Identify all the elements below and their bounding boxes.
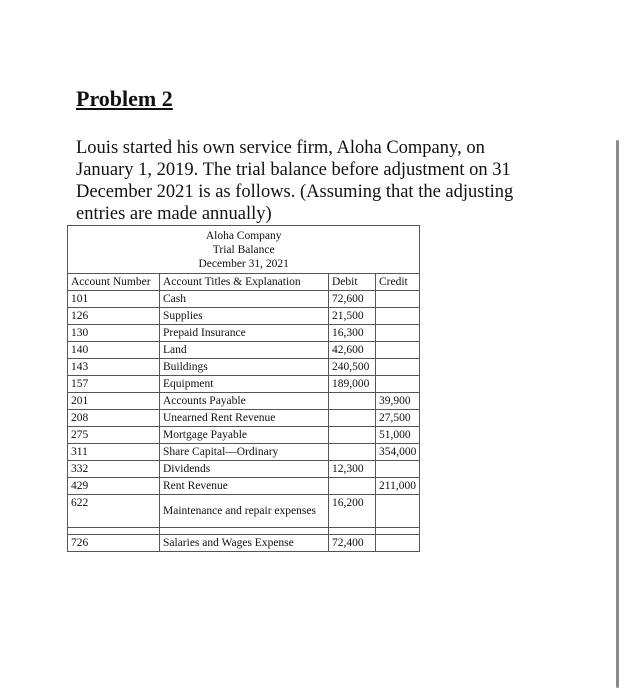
account-title-cell: Prepaid Insurance	[160, 325, 329, 342]
debit-cell	[329, 444, 376, 461]
table-row	[68, 393, 420, 410]
debit-cell: 21,500	[329, 308, 376, 325]
table-row	[68, 478, 420, 495]
credit-cell: 354,000	[376, 444, 420, 461]
debit-cell: 72,600	[329, 291, 376, 308]
account-title-cell: Cash	[160, 291, 329, 308]
table-row	[68, 495, 420, 528]
table-row	[68, 444, 420, 461]
debit-cell	[329, 393, 376, 410]
column-header-debit: Debit	[329, 274, 376, 291]
debit-cell: 16,300	[329, 325, 376, 342]
scrollbar[interactable]	[616, 140, 619, 688]
table-row	[68, 308, 420, 325]
credit-cell	[376, 535, 420, 552]
column-header-number: Account Number	[68, 274, 160, 291]
column-header-credit: Credit	[376, 274, 420, 291]
table-row	[68, 535, 420, 552]
spacer-cell	[376, 528, 420, 535]
debit-cell	[329, 410, 376, 427]
table-row	[68, 325, 420, 342]
credit-cell	[376, 325, 420, 342]
table-row	[68, 291, 420, 308]
account-number-cell: 201	[68, 393, 160, 410]
problem-heading: Problem 2	[76, 86, 173, 111]
account-number-cell: 311	[68, 444, 160, 461]
credit-cell	[376, 308, 420, 325]
debit-cell: 42,600	[329, 342, 376, 359]
account-title-cell: Dividends	[160, 461, 329, 478]
account-number-cell: 429	[68, 478, 160, 495]
column-header-row	[68, 274, 420, 291]
account-number-cell: 140	[68, 342, 160, 359]
credit-cell	[376, 342, 420, 359]
account-number-cell: 126	[68, 308, 160, 325]
account-title-cell: Share Capital—Ordinary	[160, 444, 329, 461]
company-name: Aloha Company	[205, 230, 282, 242]
credit-cell	[376, 359, 420, 376]
account-number-cell: 157	[68, 376, 160, 393]
credit-cell	[376, 376, 420, 393]
account-number-cell: 275	[68, 427, 160, 444]
column-header-title: Account Titles & Explanation	[160, 274, 329, 291]
credit-cell	[376, 461, 420, 478]
account-number-cell: 208	[68, 410, 160, 427]
account-number-cell: 726	[68, 535, 160, 552]
table-row	[68, 359, 420, 376]
debit-cell: 16,200	[329, 495, 376, 528]
account-title-cell: Land	[160, 342, 329, 359]
statement-title: Trial Balance	[212, 244, 275, 256]
account-number-cell: 101	[68, 291, 160, 308]
debit-cell: 240,500	[329, 359, 376, 376]
account-title-cell: Buildings	[160, 359, 329, 376]
table-row	[68, 342, 420, 359]
account-title-cell: Equipment	[160, 376, 329, 393]
debit-cell: 72,400	[329, 535, 376, 552]
account-title-cell: Salaries and Wages Expense	[160, 535, 329, 552]
account-number-cell: 622	[68, 495, 160, 528]
table-row	[68, 427, 420, 444]
debit-cell	[329, 427, 376, 444]
credit-cell: 51,000	[376, 427, 420, 444]
spacer-cell	[68, 528, 160, 535]
credit-cell: 27,500	[376, 410, 420, 427]
trial-balance-header	[68, 226, 420, 274]
account-title-cell: Supplies	[160, 308, 329, 325]
debit-cell	[329, 478, 376, 495]
table-row	[68, 410, 420, 427]
account-title-cell: Accounts Payable	[160, 393, 329, 410]
credit-cell: 39,900	[376, 393, 420, 410]
account-title-cell: Unearned Rent Revenue	[160, 410, 329, 427]
table-row	[68, 461, 420, 478]
spacer-cell	[160, 528, 329, 535]
debit-cell: 12,300	[329, 461, 376, 478]
credit-cell	[376, 495, 420, 528]
account-number-cell: 130	[68, 325, 160, 342]
credit-cell	[376, 291, 420, 308]
account-number-cell: 143	[68, 359, 160, 376]
spacer-cell	[329, 528, 376, 535]
account-title-cell: Mortgage Payable	[160, 427, 329, 444]
trial-balance-table	[67, 225, 420, 552]
debit-cell: 189,000	[329, 376, 376, 393]
account-title-cell: Rent Revenue	[160, 478, 329, 495]
table-row	[68, 376, 420, 393]
statement-date: December 31, 2021	[198, 258, 289, 270]
trial-balance-header-row	[68, 226, 420, 274]
spacer-row	[68, 528, 420, 535]
credit-cell: 211,000	[376, 478, 420, 495]
account-title-cell: Maintenance and repair expenses	[160, 495, 329, 528]
account-number-cell: 332	[68, 461, 160, 478]
problem-intro: Louis started his own service firm, Aloha Company, on January 1, 2019. The trial balance before adjustment on 31 December 2021 is as follows. (Assuming that the adjusting entries are made annually)	[76, 138, 514, 224]
